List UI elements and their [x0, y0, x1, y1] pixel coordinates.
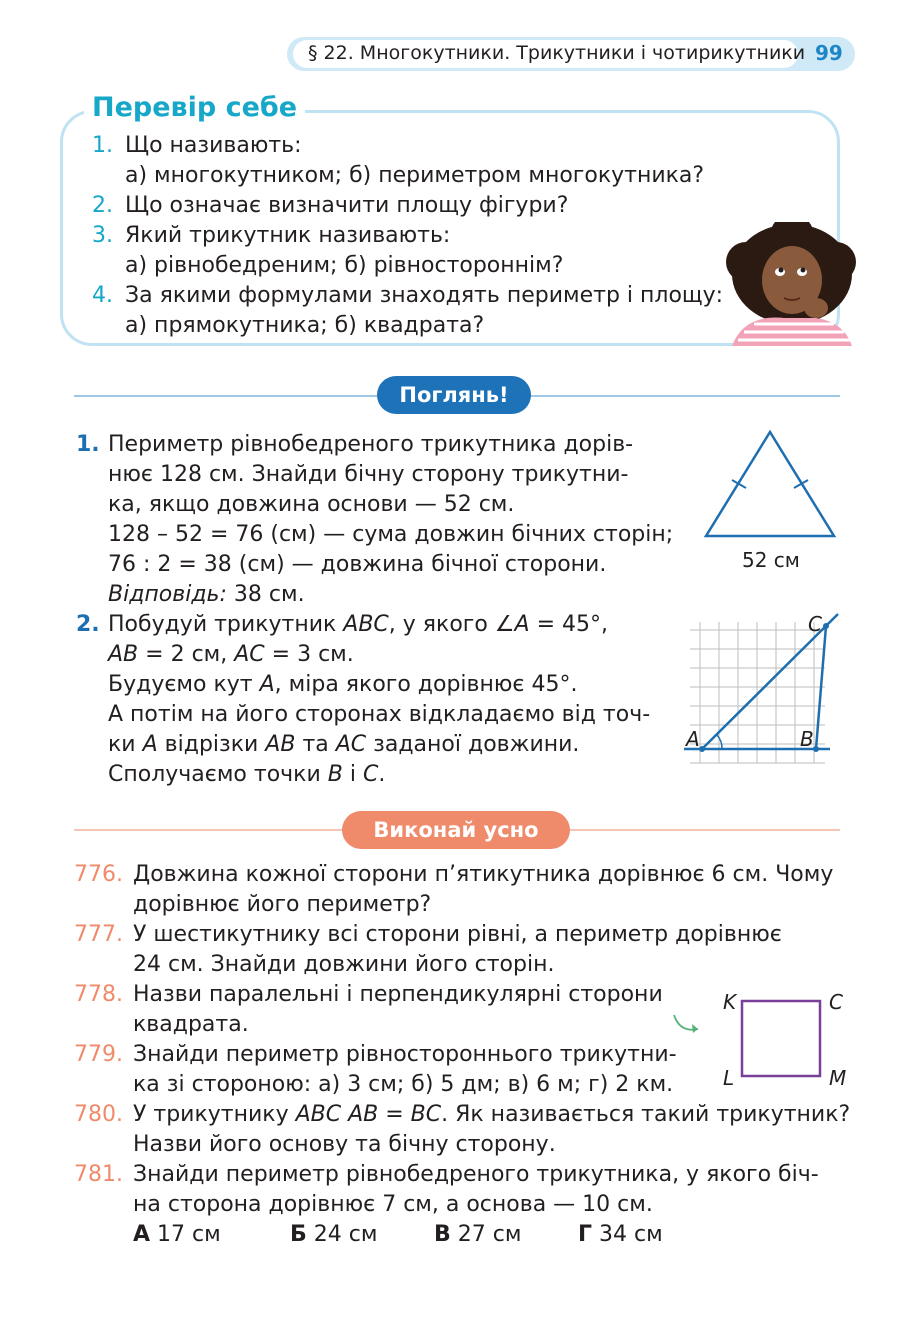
ex2-line3: Будуємо кут A, міра якого дорівнює 45°. — [108, 672, 578, 697]
problem-num: 778. — [74, 982, 123, 1007]
cy-item-4-line1: За якими формулами знаходять периметр і площу: — [125, 283, 724, 308]
check-yourself-title: Перевір себе — [84, 92, 305, 123]
cy-item-num: 2. — [92, 193, 113, 218]
problem-776-line2: дорівнює його периметр? — [133, 892, 432, 917]
ex1-line: ка, якщо довжина основи — 52 см. — [108, 492, 515, 517]
point-label-a: A — [686, 727, 700, 751]
ex2-line2: AB = 2 см, AC = 3 см. — [108, 642, 354, 667]
cy-item-3-line2: а) рівнобедреним; б) рівностороннім? — [125, 253, 564, 278]
problem-781-line1: Знайди периметр рівнобедреного трикутника, у якого біч- — [133, 1162, 819, 1187]
section-title: § 22. Многокутники. Трикутники і чотирикутники — [308, 42, 806, 64]
ex2-line6: Сполучаємо точки B і C. — [108, 762, 386, 787]
cy-item-num: 3. — [92, 223, 113, 248]
problem-779-line1: Знайди периметр рівностороннього трикутни- — [133, 1042, 677, 1067]
square-label-c: C — [829, 990, 843, 1014]
ex1-line: Периметр рівнобедреного трикутника дорів- — [108, 432, 634, 457]
problem-778-line1: Назви паралельні і перпендикулярні сторони — [133, 982, 663, 1007]
ex1-line: 76 : 2 = 38 (см) — довжина бічної сторони. — [108, 552, 607, 577]
problem-781-line2: на сторона дорівнює 7 см, а основа — 10 см. — [133, 1192, 653, 1217]
ex1-answer — [108, 582, 305, 607]
answer-option-b: Б 24 см — [290, 1222, 378, 1247]
square-label-l: L — [723, 1066, 735, 1090]
point-label-c: C — [808, 612, 822, 636]
answer-option-c: В 27 см — [434, 1222, 522, 1247]
answer-label: Відповідь: — [108, 582, 227, 607]
ex1-line: нює 128 см. Знайди бічну сторону трикутни- — [108, 462, 629, 487]
problem-780-line2: Назви його основу та бічну сторону. — [133, 1132, 556, 1157]
ex2-line5: ки A відрізки AB та AC заданої довжини. — [108, 732, 580, 757]
ex1-num: 1. — [76, 432, 100, 457]
triangle-base-label: 52 см — [742, 548, 800, 572]
square-label-k: K — [723, 990, 737, 1014]
cy-item-2-line1: Що означає визначити площу фігури? — [125, 193, 569, 218]
problem-777-line2: 24 см. Знайди довжини його сторін. — [133, 952, 555, 977]
cy-item-1-line2: а) многокутником; б) периметром многокутника? — [125, 163, 705, 188]
answer-option-d: Г 34 см — [578, 1222, 663, 1247]
problem-num: 781. — [74, 1162, 123, 1187]
square-label-m: M — [829, 1066, 847, 1090]
cy-item-3-line1: Який трикутник називають: — [125, 223, 451, 248]
ex1-line: 128 – 52 = 76 (см) — сума довжин бічних сторін; — [108, 522, 674, 547]
thinking-girl-illustration — [724, 222, 856, 346]
point-label-b: B — [800, 727, 814, 751]
cy-item-num: 4. — [92, 283, 113, 308]
problem-num: 777. — [74, 922, 123, 947]
square-figure — [668, 995, 828, 1085]
oral-banner: Виконай усно — [342, 811, 570, 849]
problem-num: 780. — [74, 1102, 123, 1127]
isosceles-triangle-figure — [700, 428, 840, 540]
cy-item-num: 1. — [92, 133, 113, 158]
problem-780-line1: У трикутнику ABC AB = BC. Як називається такий трикутник? — [133, 1102, 851, 1127]
look-banner: Поглянь! — [377, 376, 531, 414]
cy-item-1-line1: Що називають: — [125, 133, 302, 158]
problem-776-line1: Довжина кожної сторони п’ятикутника дорівнює 6 см. Чому — [133, 862, 834, 887]
ex2-line1: Побудуй трикутник ABC, у якого ∠A = 45°, — [108, 612, 608, 637]
problem-num: 779. — [74, 1042, 123, 1067]
problem-777-line1: У шестикутнику всі сторони рівні, а периметр дорівнює — [133, 922, 782, 947]
problem-778-line2: квадрата. — [133, 1012, 249, 1037]
problem-num: 776. — [74, 862, 123, 887]
problem-779-line2: ка зі стороною: а) 3 см; б) 5 дм; в) 6 м; г) 2 км. — [133, 1072, 674, 1097]
ex2-num: 2. — [76, 612, 100, 637]
ex2-line4: А потім на його сторонах відкладаємо від точ- — [108, 702, 651, 727]
answer-value: 38 см. — [226, 582, 305, 607]
page-number: 99 — [815, 41, 843, 65]
answer-option-a: А 17 см — [133, 1222, 221, 1247]
cy-item-1 — [92, 133, 113, 158]
cy-item-4-line2: а) прямокутника; б) квадрата? — [125, 313, 485, 338]
